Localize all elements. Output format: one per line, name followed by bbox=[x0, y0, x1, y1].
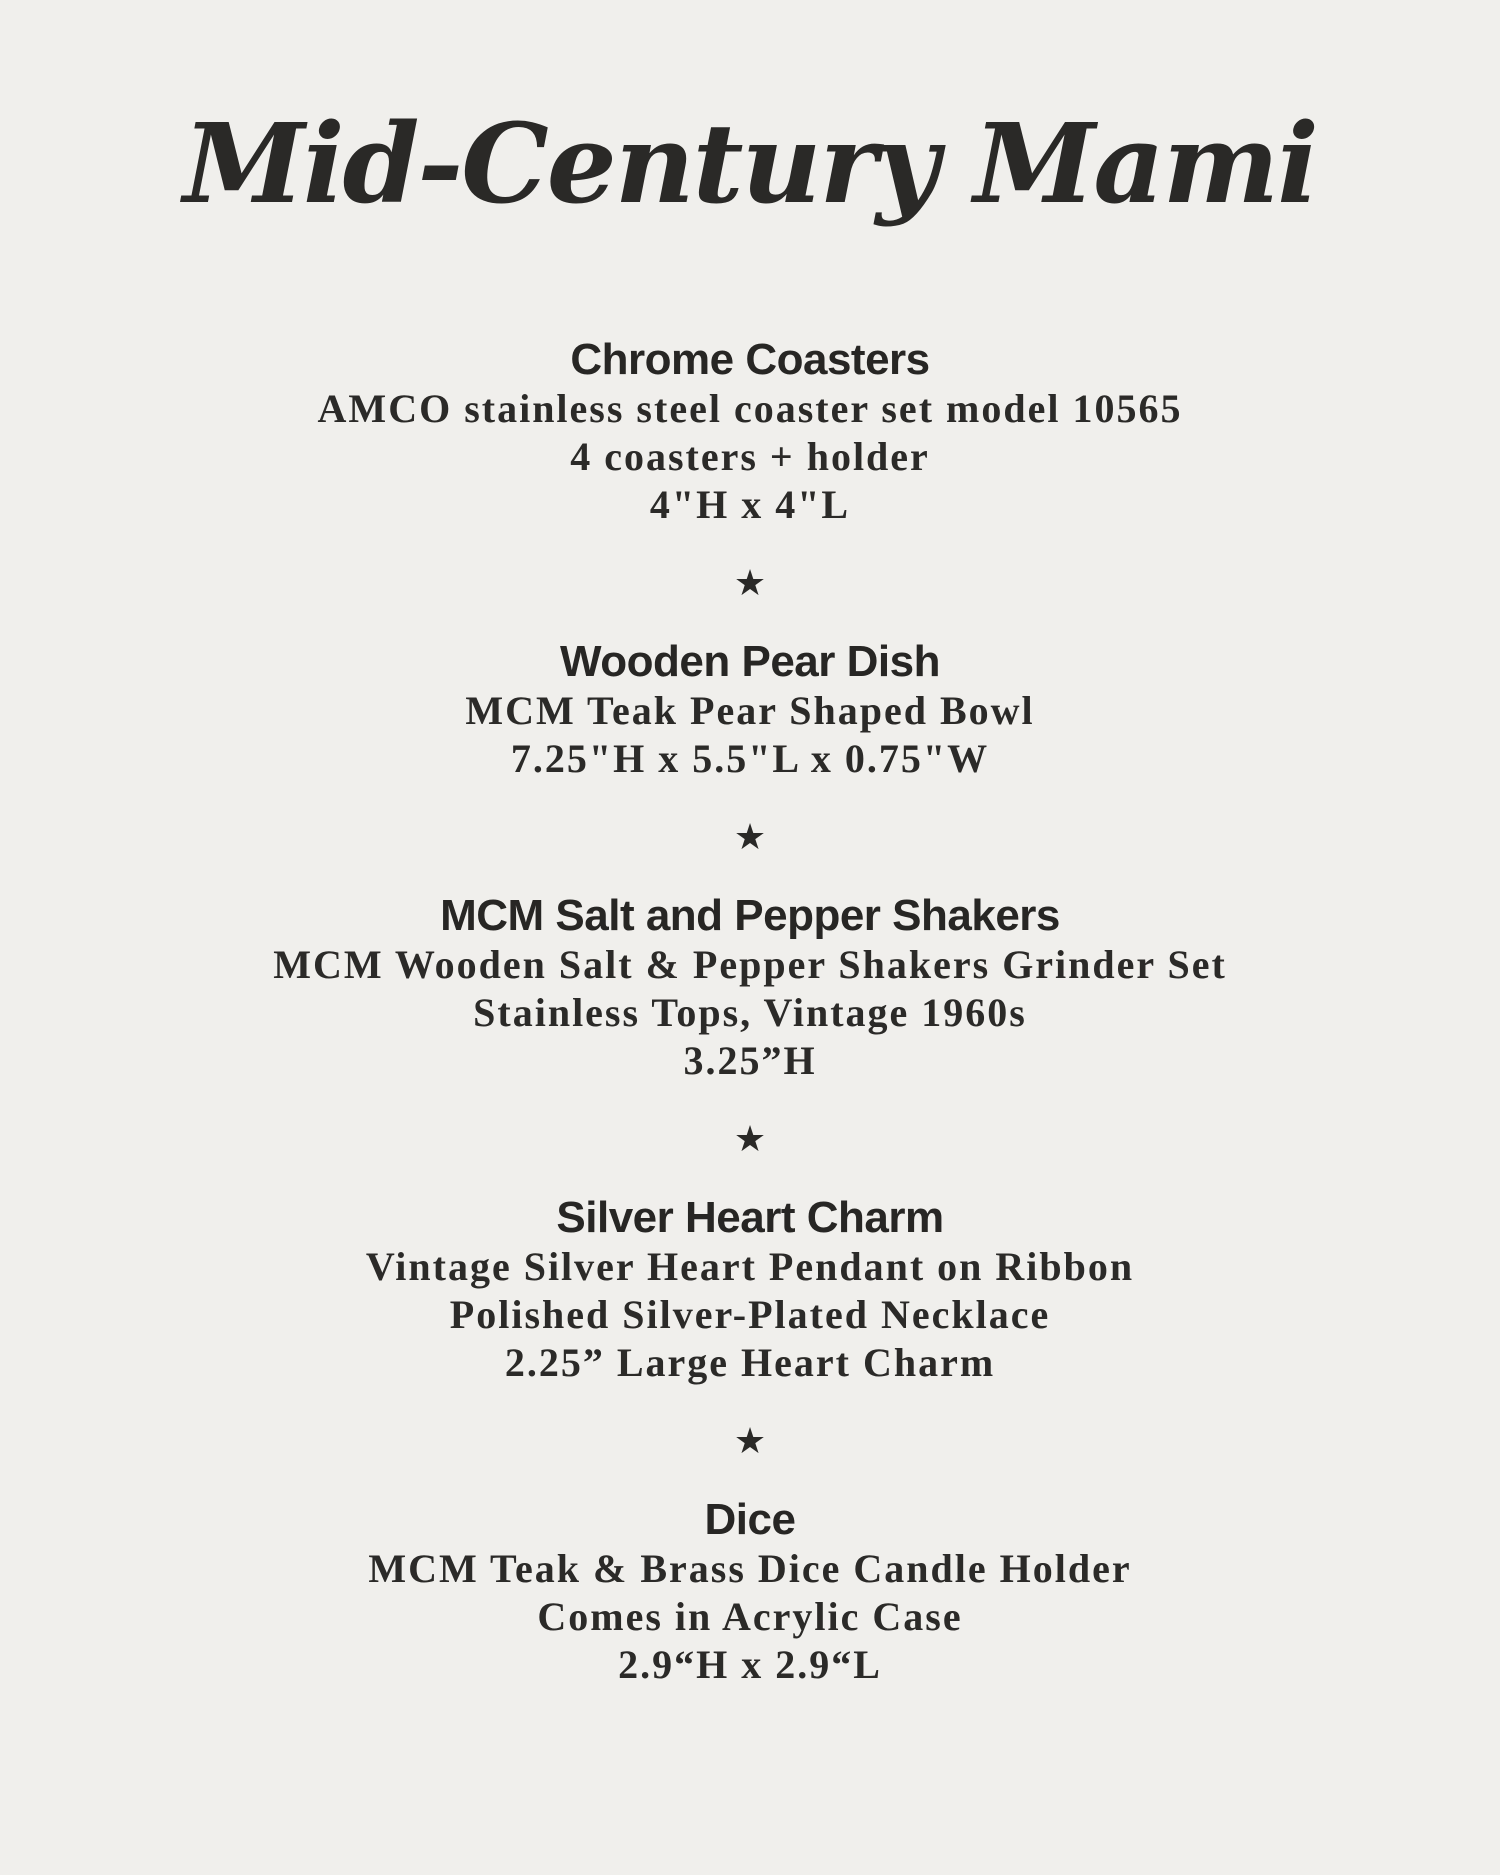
item-detail-line: MCM Teak Pear Shaped Bowl bbox=[465, 688, 1035, 733]
item-detail-line: 4"H x 4"L bbox=[649, 482, 851, 527]
star-separator-icon: ★ bbox=[733, 1421, 767, 1461]
item-detail-line: Comes in Acrylic Case bbox=[537, 1594, 963, 1639]
star-separator-icon: ★ bbox=[733, 817, 767, 857]
item-detail-line: Vintage Silver Heart Pendant on Ribbon bbox=[365, 1244, 1135, 1289]
item-heading: Wooden Pear Dish bbox=[560, 637, 940, 686]
item-detail-line: 7.25"H x 5.5"L x 0.75"W bbox=[510, 736, 990, 781]
item-detail-line: 2.9“H x 2.9“L bbox=[618, 1642, 882, 1687]
item-detail-line: Stainless Tops, Vintage 1960s bbox=[473, 990, 1027, 1035]
item-section bbox=[0, 335, 1500, 529]
star-separator-icon: ★ bbox=[733, 1119, 767, 1159]
item-section bbox=[0, 637, 1500, 783]
item-heading: Dice bbox=[704, 1495, 796, 1544]
item-detail-line: 4 coasters + holder bbox=[570, 434, 930, 479]
item-details bbox=[0, 385, 1500, 529]
item-heading: Silver Heart Charm bbox=[556, 1193, 944, 1242]
item-details bbox=[0, 687, 1500, 783]
item-section bbox=[0, 891, 1500, 1085]
item-detail-line: Polished Silver-Plated Necklace bbox=[449, 1292, 1051, 1337]
item-details bbox=[0, 1545, 1500, 1689]
item-details bbox=[0, 1243, 1500, 1387]
item-detail-line: MCM Teak & Brass Dice Candle Holder bbox=[368, 1546, 1132, 1591]
item-detail-line: 3.25”H bbox=[683, 1038, 817, 1083]
item-section bbox=[0, 1193, 1500, 1387]
item-details bbox=[0, 941, 1500, 1085]
page-title: Mid-Century Mami bbox=[183, 99, 1317, 228]
item-section bbox=[0, 1495, 1500, 1689]
star-separator-icon: ★ bbox=[733, 563, 767, 603]
item-heading: Chrome Coasters bbox=[570, 335, 930, 384]
item-heading: MCM Salt and Pepper Shakers bbox=[440, 891, 1060, 940]
item-detail-line: MCM Wooden Salt & Pepper Shakers Grinder Set bbox=[273, 942, 1227, 987]
sections bbox=[0, 335, 1500, 1689]
item-detail-line: AMCO stainless steel coaster set model 10565 bbox=[317, 386, 1183, 431]
item-detail-line: 2.25” Large Heart Charm bbox=[504, 1340, 996, 1385]
